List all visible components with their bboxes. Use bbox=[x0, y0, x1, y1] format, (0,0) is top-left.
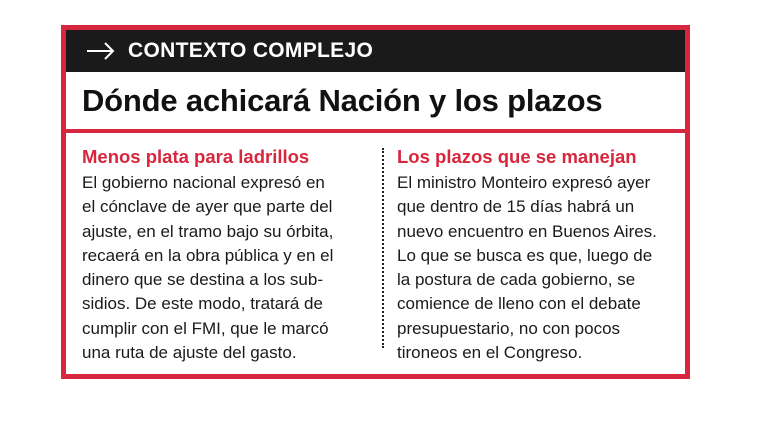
left-body-line: dinero que se destina a los sub- bbox=[82, 270, 323, 290]
left-body-line: sidios. De este modo, tratará de bbox=[82, 294, 323, 314]
right-body-line: El ministro Monteiro expresó ayer bbox=[397, 173, 651, 192]
right-body-line: que dentro de 15 días habrá un bbox=[397, 197, 635, 217]
right-body-line: Lo que se busca es que, luego de bbox=[397, 245, 653, 265]
left-body-line: El gobierno nacional expresó en bbox=[82, 173, 325, 192]
left-column bbox=[82, 146, 374, 365]
left-column-title: Menos plata para ladrillos bbox=[82, 146, 310, 167]
right-body-line: comience de lleno con el debate bbox=[397, 294, 641, 314]
left-column-body bbox=[82, 171, 374, 365]
left-body-line: una ruta de ajuste del gasto. bbox=[82, 343, 297, 363]
left-body-line: ajuste, en el tramo bajo su órbita, bbox=[82, 221, 334, 241]
left-body-line: el cónclave de ayer que parte del bbox=[82, 197, 333, 217]
kicker-bar bbox=[66, 30, 685, 72]
left-body-line: recaerá en la obra pública y en el bbox=[82, 245, 334, 265]
right-column-title: Los plazos que se manejan bbox=[397, 146, 637, 167]
red-divider bbox=[66, 129, 685, 133]
right-body-line: tironeos en el Congreso. bbox=[397, 343, 583, 363]
right-body-line: nuevo encuentro en Buenos Aires. bbox=[397, 221, 657, 241]
right-body-line: presupuestario, no con pocos bbox=[397, 318, 621, 338]
arrow-right-icon bbox=[86, 41, 116, 61]
column-separator bbox=[382, 148, 384, 348]
headline-area bbox=[66, 72, 685, 129]
kicker-label: CONTEXTO COMPLEJO bbox=[128, 39, 374, 62]
right-column bbox=[397, 146, 680, 365]
news-sidebar-box bbox=[61, 25, 690, 379]
right-body-line: la postura de cada gobierno, se bbox=[397, 270, 636, 290]
left-body-line: cumplir con el FMI, que le marcó bbox=[82, 318, 329, 338]
right-column-body bbox=[397, 171, 680, 365]
headline: Dónde achicará Nación y los plazos bbox=[82, 82, 603, 118]
